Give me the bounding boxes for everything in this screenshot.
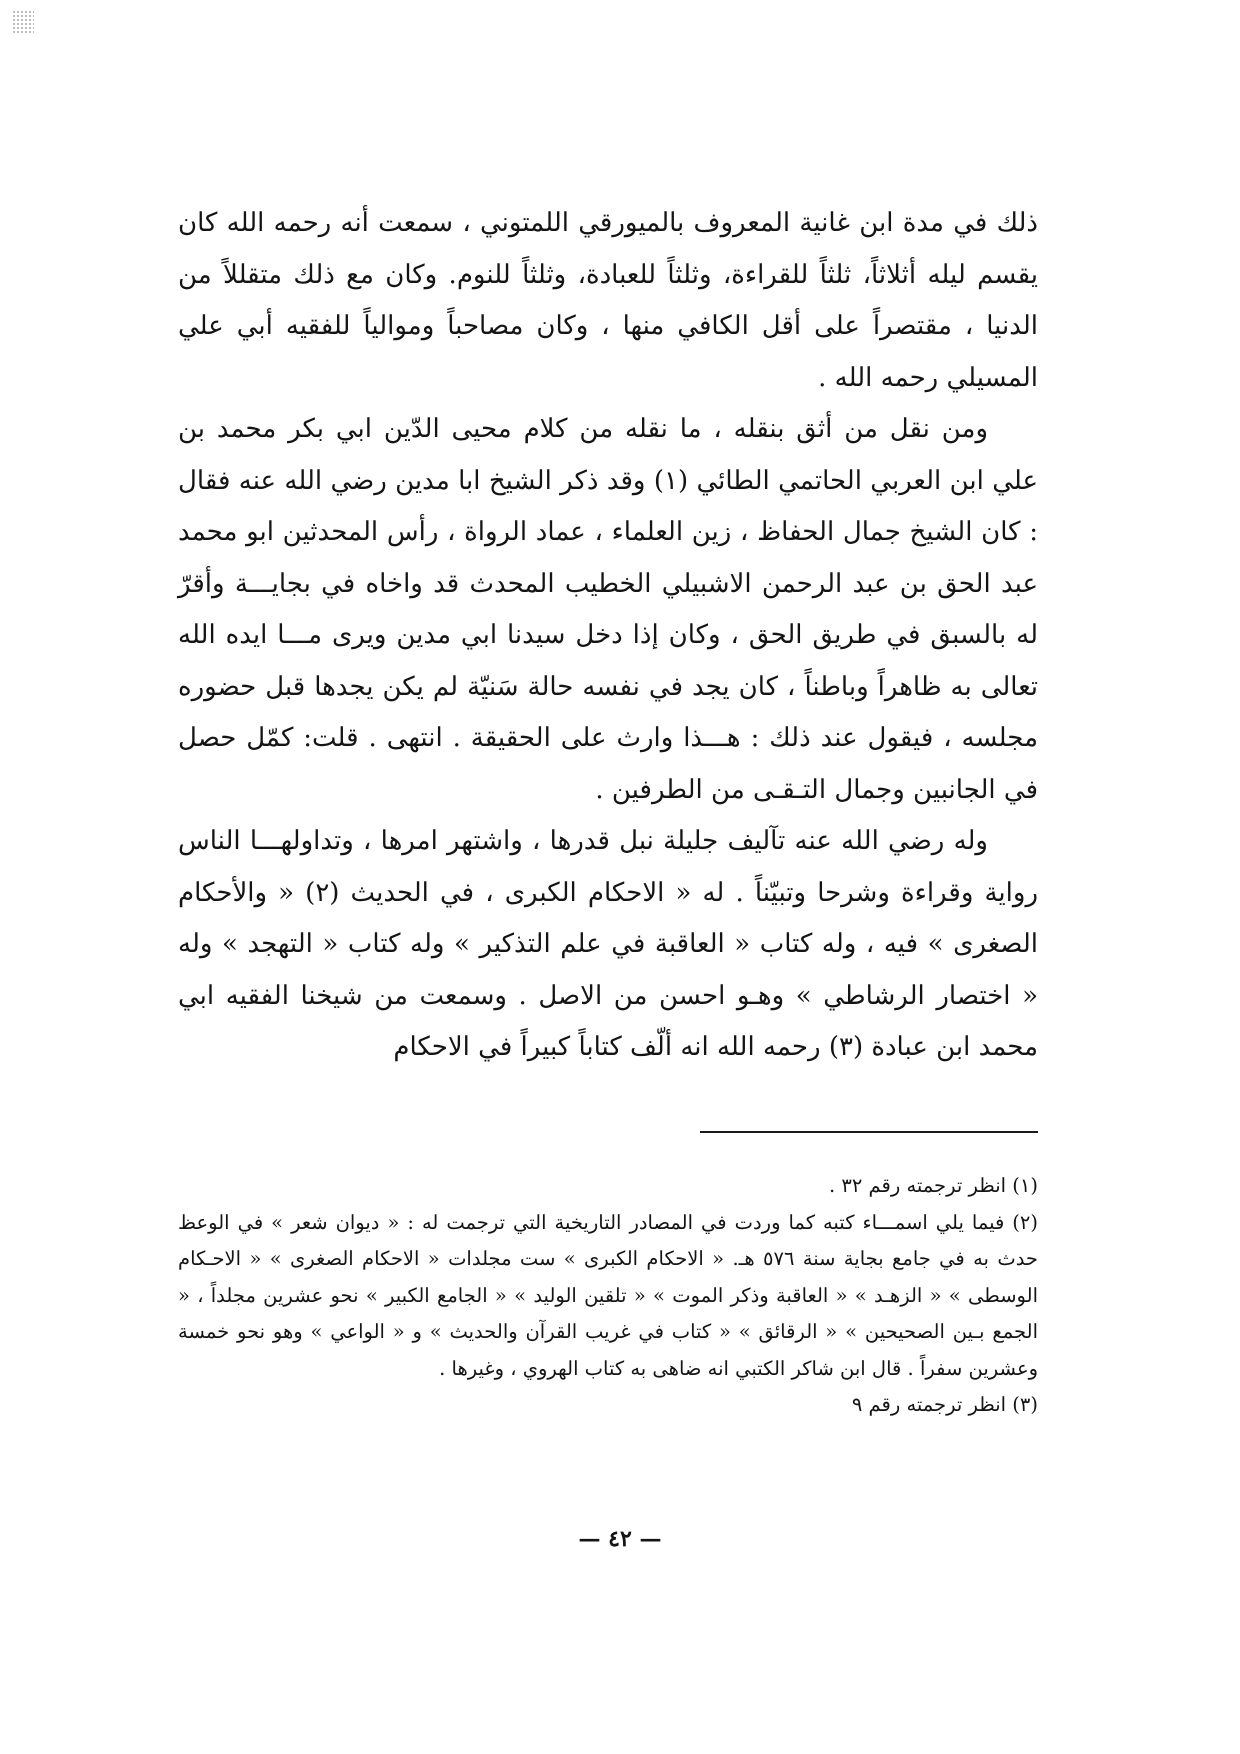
footnotes	[178, 1168, 1038, 1424]
paragraph-2: ومن نقل من أثق بنقله ، ما نقله من كلام محيى الدّين ابي بكر محمد بن علي ابن العربي الحاتمي الطائي (١) وقد ذكر الشيخ ابا مدين رضي الله عنه فقال : كان الشيخ جمال الحفاظ ، زين العلماء ، عماد الرواة ، رأس المحدثين ابو محمد عبد الحق بن عبد الرحمن الاشبيلي الخطيب المحدث قد واخاه في بجايـــة وأقرّ له بالسبق في طريق الحق ، وكان إذا دخل سيدنا ابي مدين ويرى مـــا ايده الله تعالى به ظاهراً وباطناً ، كان يجد في نفسه حالة سَنيّة لم يكن يجدها قبل حضوره مجلسه ، فيقول عند ذلك : هـــذا وارث على الحقيقة . انتهى . قلت: كمّل حصل في الجانبين وجمال التـقـى من الطرفين .	[178, 414, 1039, 805]
paragraph-1: ذلك في مدة ابن غانية المعروف بالميورقي اللمتوني ، سمعت أنه رحمه الله كان يقسم ليله أثلاثاً، ثلثاً للقراءة، وثلثاً للعبادة، وثلثاً للنوم. وكان مع ذلك متقللاً من الدنيا ، مقتصراً على أقل الكافي منها ، وكان مصاحباً وموالياً للفقيه أبي علي المسيلي رحمه الله .	[178, 208, 1038, 393]
footnote-separator	[700, 1131, 1038, 1133]
page-number: — ٤٢ —	[578, 1526, 662, 1552]
scan-corner-mark	[12, 10, 34, 34]
main-text	[178, 198, 1038, 1074]
footnote-2: (٢) فيما يلي اسمـــاء كتبه كما وردت في المصادر التاريخية التي ترجمت له : « ديوان شعر » في الوعظ حدث به في جامع بجاية سنة ٥٧٦ هـ. « الاحكام الكبرى » ست مجلدات « الاحكام الصغرى » « الاحـكام الوسطى » « الزهـد » « العاقبة وذكر الموت » « تلقين الوليد » « الجامع الكبير » نحو عشرين مجلداً ، « الجمع بـين الصحيحين » « الرقائق » « كتاب في غريب القرآن والحديث » و « الواعي » وهو نحو خمسة وعشرين سفراً . قال ابن شاكر الكتبي انه ضاهى به كتاب الهروي ، وغيرها .	[178, 1210, 1038, 1380]
footnote-1: (١) انظر ترجمته رقم ٣٢ .	[828, 1174, 1038, 1197]
footnote-3: (٣) انظر ترجمته رقم ٩	[851, 1393, 1038, 1416]
paragraph-3: وله رضي الله عنه تآليف جليلة نبل قدرها ، واشتهر امرها ، وتداولهـــا الناس رواية وقراءة وشرحا وتبيّناً . له « الاحكام الكبرى ، في الحديث (٢) « والأحكام الصغرى » فيه ، وله كتاب « العاقبة في علم التذكير » وله كتاب « التهجد » وله « اختصار الرشاطي » وهـو احسن من الاصل . وسمعت من شيخنا الفقيه ابي محمد ابن عبادة (٣) رحمه الله انه ألّف كتاباً كبيراً في الاحكام	[178, 826, 1038, 1062]
